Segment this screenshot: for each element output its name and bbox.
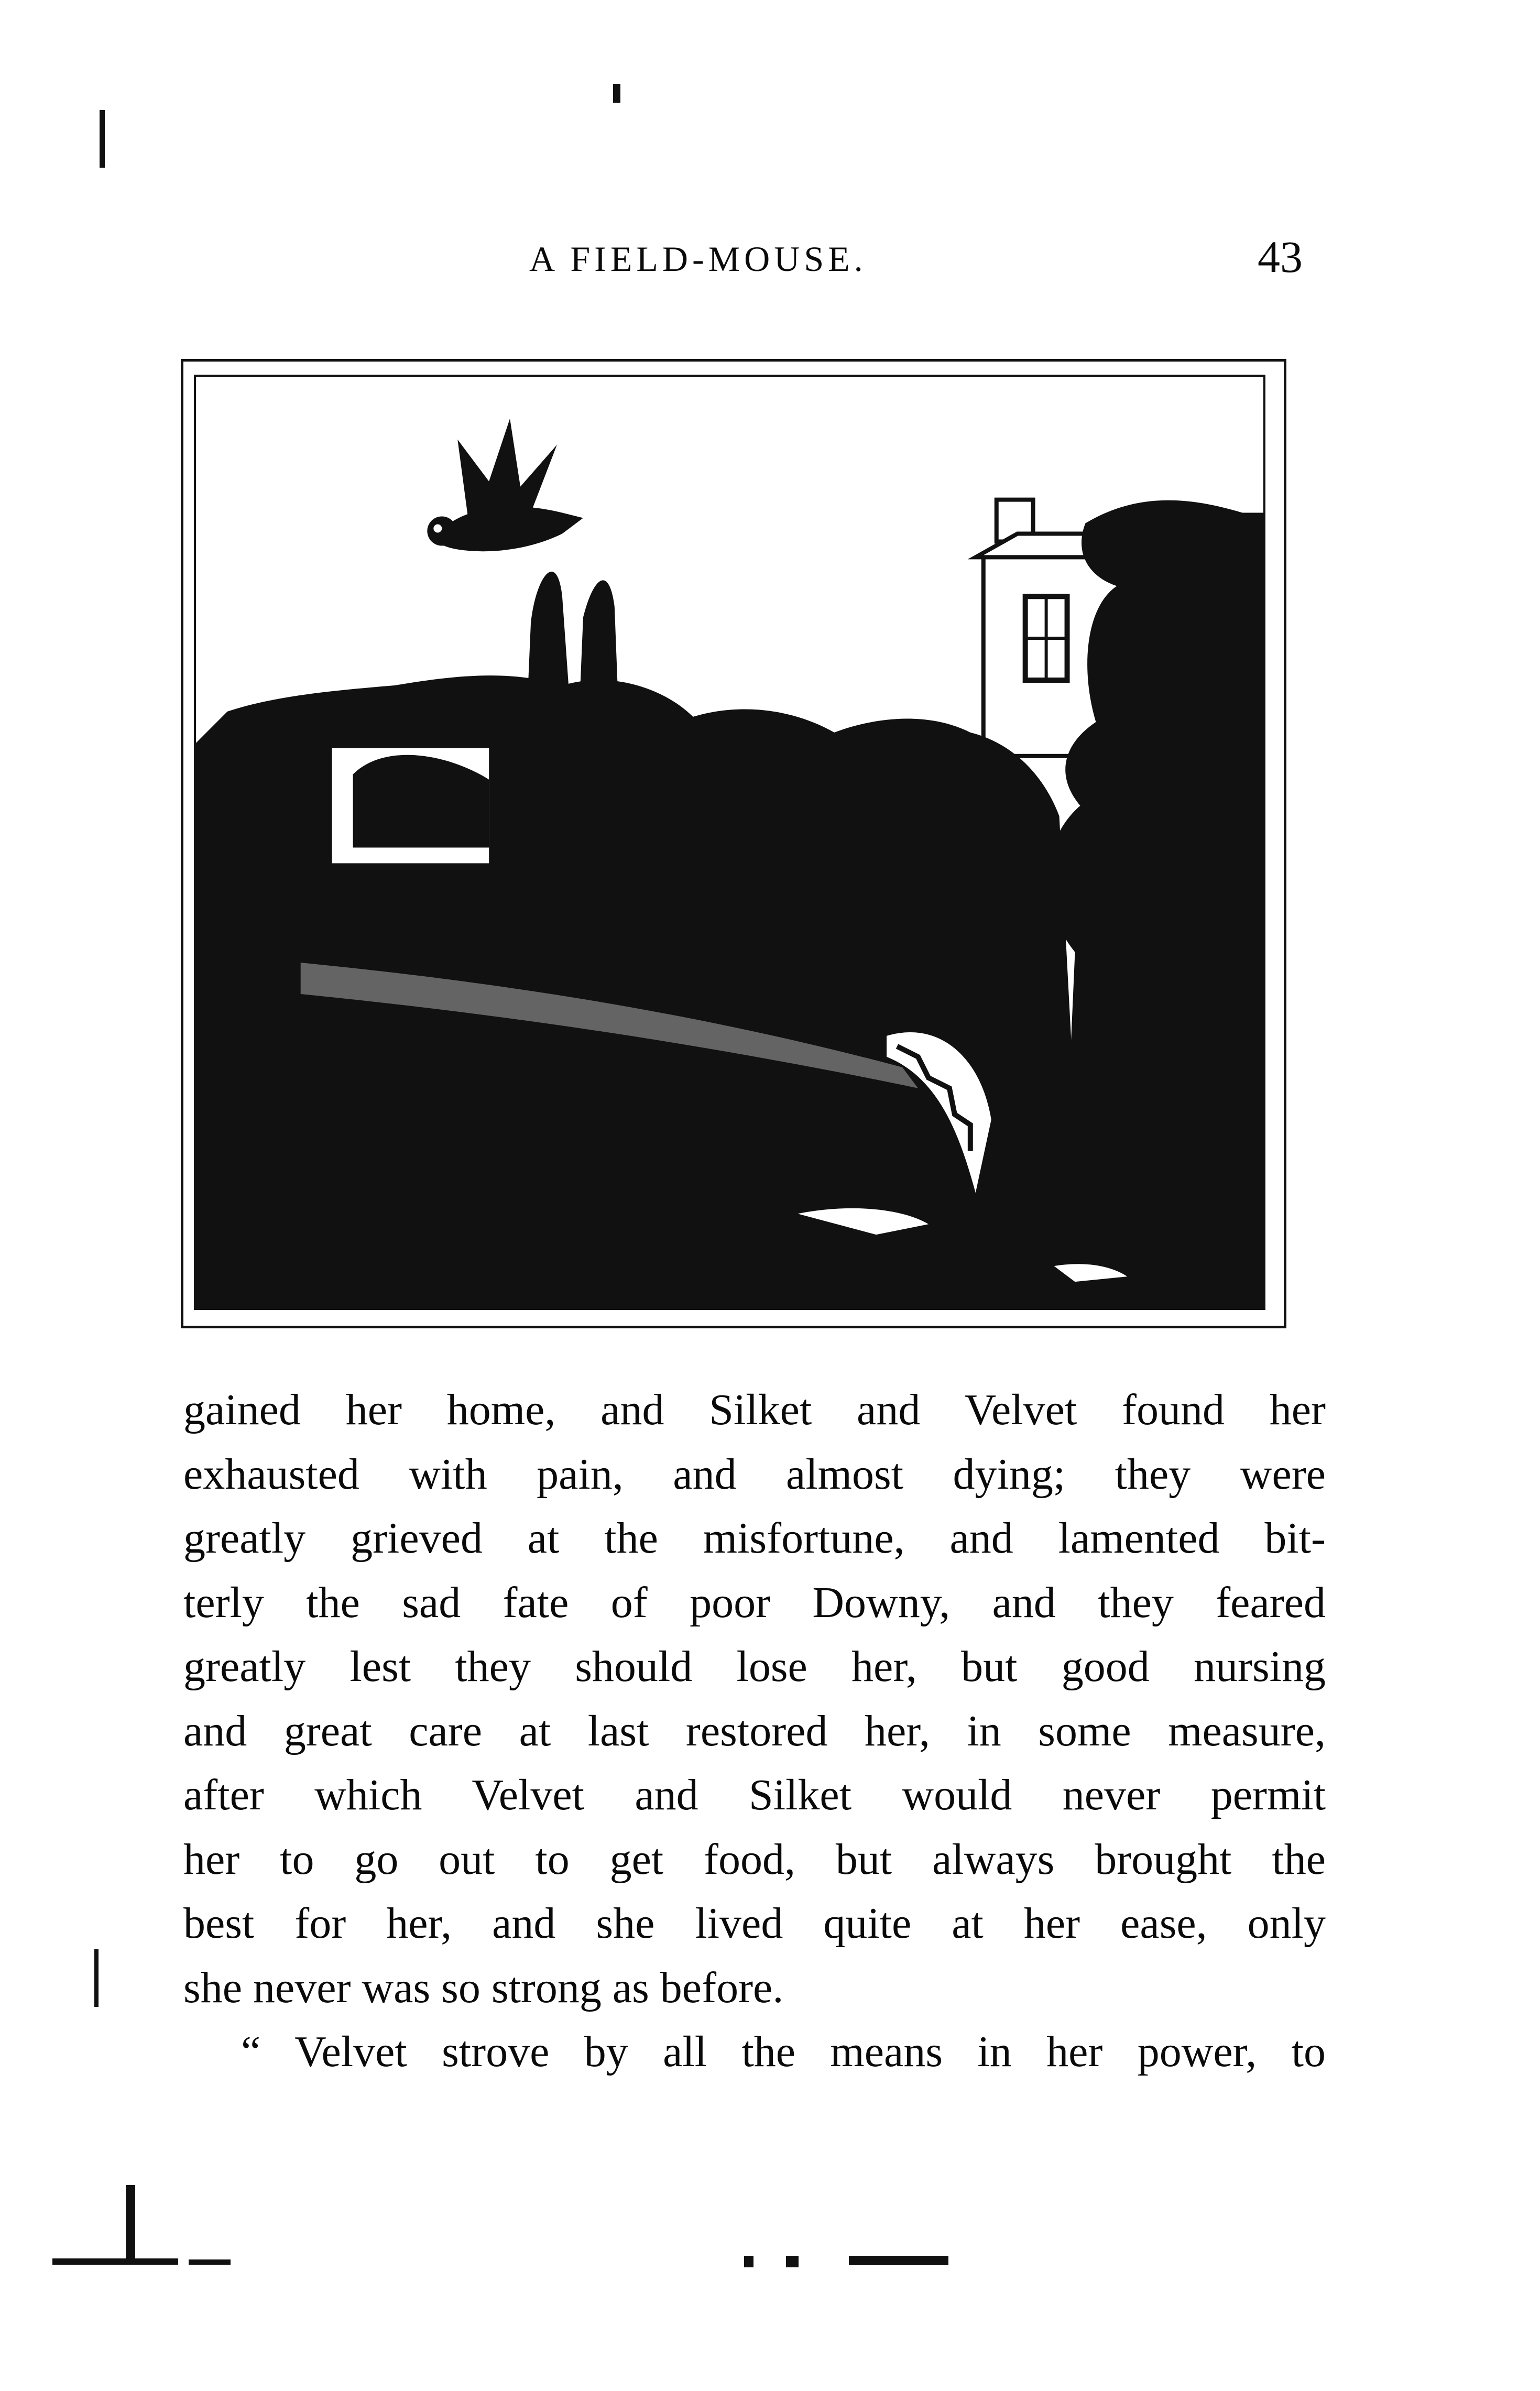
text-line: greatly lest they should lose her, but good nursing	[183, 1642, 1326, 1691]
text-line: gained her home, and Silket and Velvet found her	[183, 1385, 1326, 1434]
printer-mark	[786, 2256, 799, 2267]
text-line: her to go out to get food, but always brought the	[183, 1835, 1326, 1884]
body-paragraph	[183, 1378, 1326, 2084]
illustration-frame	[181, 359, 1286, 1328]
text-line: terly the sad fate of poor Downy, and they feared	[183, 1578, 1326, 1627]
text-line: and great care at last restored her, in some measure,	[183, 1706, 1326, 1755]
printer-mark	[52, 2258, 178, 2265]
text-line: she never was so strong as before.	[183, 1963, 784, 2012]
printer-mark	[613, 84, 620, 103]
text-line: greatly grieved at the misfortune, and lamented bit-	[183, 1514, 1326, 1563]
printer-mark	[126, 2185, 135, 2264]
text-line: after which Velvet and Silket would never permit	[183, 1771, 1326, 1819]
woodcut-illustration	[194, 375, 1265, 1310]
printer-mark	[849, 2256, 948, 2265]
printer-mark	[94, 1949, 99, 2007]
landscape-woodcut	[196, 377, 1263, 1308]
page-number: 43	[1258, 232, 1303, 282]
printer-mark	[744, 2256, 753, 2267]
printer-mark	[100, 110, 105, 168]
text-line: exhausted with pain, and almost dying; they were	[183, 1449, 1326, 1499]
text-line: “ Velvet strove by all the means in her power, to	[241, 2027, 1326, 2076]
text-line: best for her, and she lived quite at her ease, only	[183, 1899, 1326, 1948]
printer-mark	[189, 2259, 231, 2265]
bird-icon	[427, 419, 583, 551]
running-title: A FIELD-MOUSE.	[529, 239, 867, 279]
